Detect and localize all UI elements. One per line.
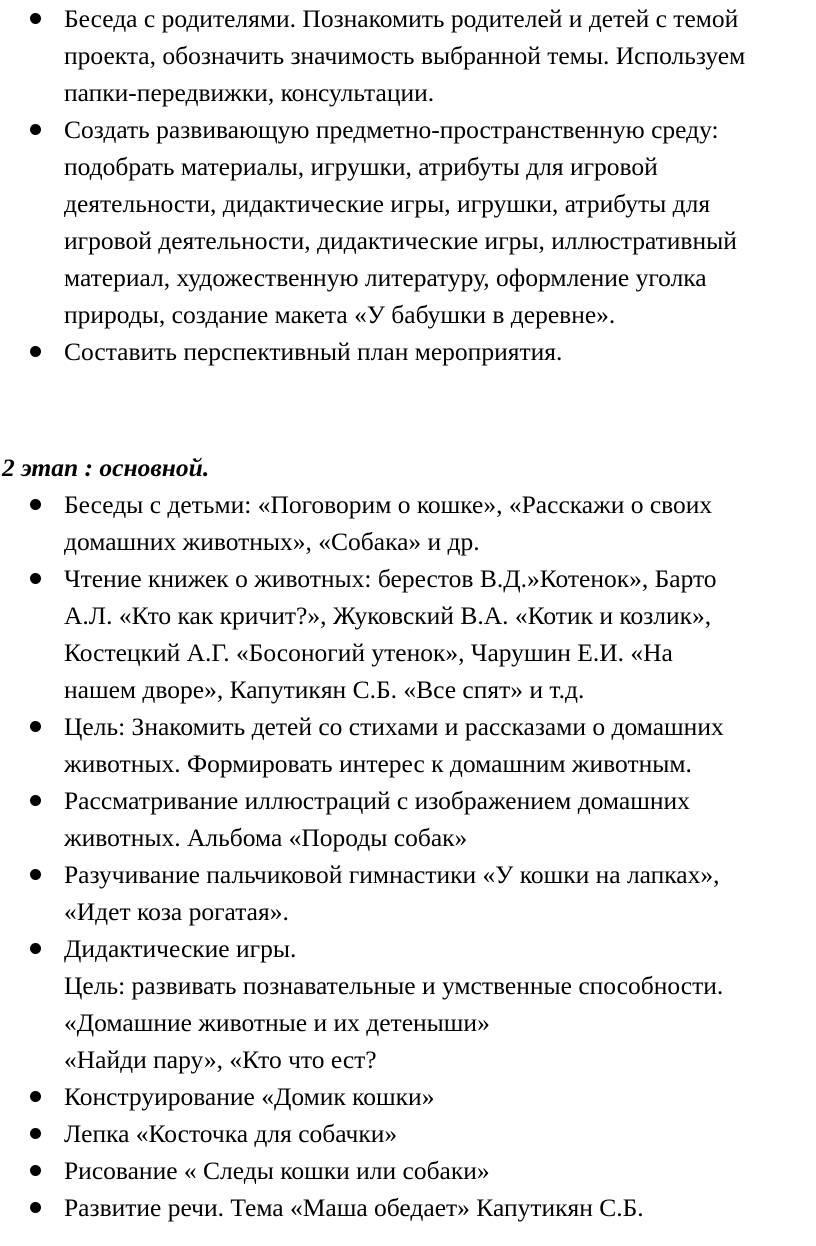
- list-item-line: Разучивание пальчиковой гимнастики «У кошки на лапках»,: [64, 860, 720, 889]
- list-item: [0, 1115, 816, 1152]
- list-item-line: Дидактические игры.: [64, 934, 297, 963]
- list-item-line: животных. Формировать интерес к домашним животным.: [64, 749, 692, 778]
- list-item-line: Чтение книжек о животных: берестов В.Д.»Котенок», Барто: [64, 564, 717, 593]
- list-item-line: деятельности, дидактические игры, игрушки, атрибуты для: [64, 189, 711, 218]
- list-item: [0, 333, 816, 370]
- bullet-icon: [30, 795, 41, 806]
- bullet-icon: [30, 573, 41, 584]
- list-item-line: Лепка «Косточка для собачки»: [64, 1119, 398, 1148]
- list-item-line: Цель: развивать познавательные и умственные способности.: [64, 971, 724, 1000]
- bullet-icon: [30, 346, 41, 357]
- list-item: [0, 930, 816, 1078]
- list-item-line: игровой деятельности, дидактические игры, иллюстративный: [64, 226, 737, 255]
- list-item-line: Рассматривание иллюстраций с изображением домашних: [64, 786, 690, 815]
- list-item: [0, 782, 816, 856]
- list-item-line: Создать развивающую предметно-пространственную среду:: [64, 115, 719, 144]
- bullet-list: [0, 0, 816, 370]
- bullet-icon: [30, 1091, 41, 1102]
- list-item-line: природы, создание макета «У бабушки в деревне».: [64, 300, 616, 329]
- list-item-line: «Идет коза рогатая».: [64, 897, 289, 926]
- bullet-icon: [30, 869, 41, 880]
- list-item-line: Рисование « Следы кошки или собаки»: [64, 1156, 490, 1185]
- list-item-line: Костецкий А.Г. «Босоногий утенок», Чарушин Е.И. «На: [64, 638, 673, 667]
- list-item-line: домашних животных», «Собака» и др.: [64, 527, 480, 556]
- bullet-icon: [30, 1128, 41, 1139]
- list-item-line: Развитие речи. Тема «Маша обедает» Капутикян С.Б.: [64, 1193, 644, 1222]
- list-item: [0, 560, 816, 708]
- list-item: [0, 1189, 816, 1226]
- stage2-task-list: [0, 486, 816, 1226]
- bullet-icon: [30, 1165, 41, 1176]
- bullet-icon: [30, 13, 41, 24]
- stage-heading: 2 этап : основной.: [2, 453, 210, 482]
- list-item: [0, 486, 816, 560]
- list-item-line: Конструирование «Домик кошки»: [64, 1082, 435, 1111]
- bullet-icon: [30, 721, 41, 732]
- stage1-task-list: [0, 0, 816, 370]
- list-item-line: «Найди пару», «Кто что ест?: [64, 1045, 377, 1074]
- list-item: [0, 1152, 816, 1189]
- list-item: [0, 708, 816, 782]
- list-item-line: проекта, обозначить значимость выбранной темы. Используем: [64, 41, 746, 70]
- list-item-line: Беседы с детьми: «Поговорим о кошке», «Расскажи о своих: [64, 490, 713, 519]
- list-item-line: материал, художественную литературу, оформление уголка: [64, 263, 707, 292]
- list-item-line: «Домашние животные и их детеныши»: [64, 1008, 490, 1037]
- list-item-line: А.Л. «Кто как кричит?», Жуковский В.А. «Котик и козлик»,: [64, 601, 712, 630]
- list-item: [0, 856, 816, 930]
- list-item-line: Беседа с родителями. Познакомить родителей и детей с темой: [64, 4, 739, 33]
- list-item-line: животных. Альбома «Породы собак»: [64, 823, 468, 852]
- list-item: [0, 1078, 816, 1115]
- bullet-icon: [30, 124, 41, 135]
- list-item: [0, 111, 816, 333]
- list-item: [0, 0, 816, 111]
- list-item-line: нашем дворе», Капутикян С.Б. «Все спят» и т.д.: [64, 675, 585, 704]
- bullet-icon: [30, 499, 41, 510]
- list-item-line: папки-передвижки, консультации.: [64, 78, 435, 107]
- list-item-line: Составить перспективный план мероприятия.: [64, 337, 563, 366]
- bullet-icon: [30, 1202, 41, 1213]
- list-item-line: Цель: Знакомить детей со стихами и рассказами о домашних: [64, 712, 724, 741]
- list-item-line: подобрать материалы, игрушки, атрибуты для игровой: [64, 152, 658, 181]
- bullet-list: [0, 486, 816, 1226]
- bullet-icon: [30, 943, 41, 954]
